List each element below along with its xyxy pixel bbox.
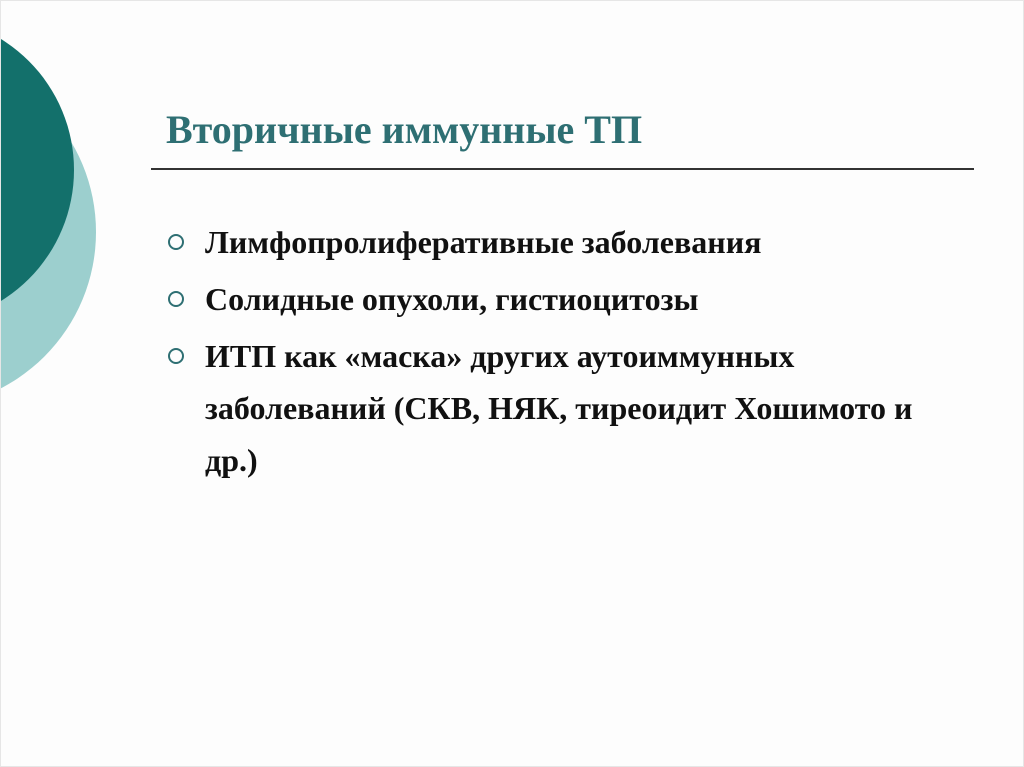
bullet-item xyxy=(166,216,926,268)
hollow-circle-bullet-icon xyxy=(168,348,184,364)
hollow-circle-bullet-icon xyxy=(168,291,184,307)
bullet-text: Солидные опухоли, гистиоцитозы xyxy=(205,281,699,317)
title-divider xyxy=(151,168,974,170)
bullet-list xyxy=(166,216,926,491)
bullet-item xyxy=(166,273,926,325)
bullet-item xyxy=(166,330,926,486)
hollow-circle-bullet-icon xyxy=(168,234,184,250)
slide-title: Вторичные иммунные ТП xyxy=(166,107,643,152)
bullet-text: ИТП как «маска» других аутоиммунных заболеваний (СКВ, НЯК, тиреоидит Хошимото и др.) xyxy=(205,338,913,478)
bullet-text: Лимфопролиферативные заболевания xyxy=(205,224,762,260)
teal-circles-decoration xyxy=(0,0,110,400)
